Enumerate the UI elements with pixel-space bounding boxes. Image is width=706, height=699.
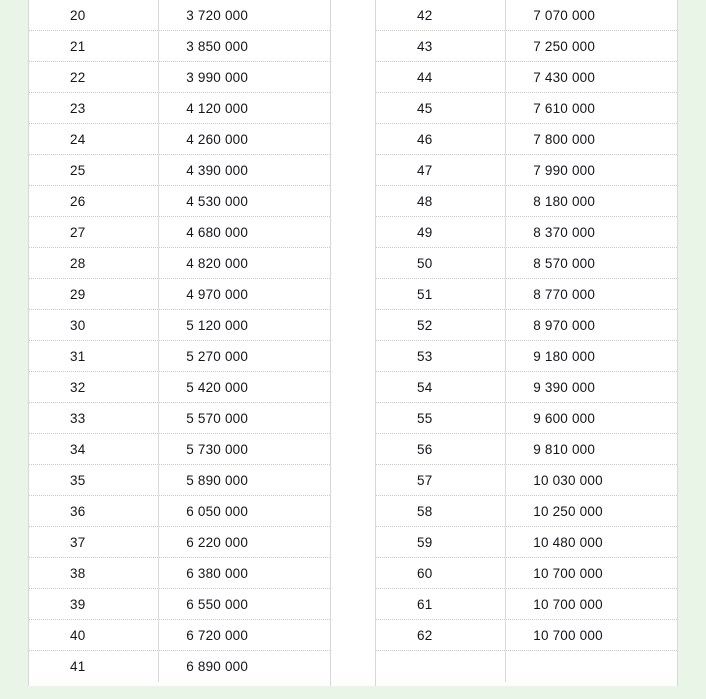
value-cell: 7 800 000 — [533, 131, 596, 147]
value-cell: 10 250 000 — [533, 503, 603, 519]
index-cell: 56 — [376, 434, 506, 464]
table-row[interactable] — [29, 0, 330, 31]
table-row[interactable] — [29, 279, 330, 310]
table-row[interactable] — [376, 496, 677, 527]
table-row[interactable] — [376, 186, 677, 217]
index-cell: 48 — [376, 186, 506, 216]
value-cell: 4 680 000 — [186, 224, 249, 240]
value-cell: 7 070 000 — [533, 7, 596, 23]
index-cell: 34 — [29, 434, 159, 464]
value-cell: 7 250 000 — [533, 38, 596, 54]
table-row[interactable] — [29, 465, 330, 496]
index-cell: 26 — [29, 186, 159, 216]
index-cell: 52 — [376, 310, 506, 340]
index-cell: 28 — [29, 248, 159, 278]
value-cell: 4 260 000 — [186, 131, 249, 147]
table-row[interactable] — [29, 62, 330, 93]
table-row[interactable] — [29, 651, 330, 682]
table-row[interactable] — [29, 372, 330, 403]
table-row[interactable] — [29, 341, 330, 372]
value-cell: 9 810 000 — [533, 441, 596, 457]
index-cell: 59 — [376, 527, 506, 557]
value-cell: 3 850 000 — [186, 38, 249, 54]
index-cell: 51 — [376, 279, 506, 309]
table-row[interactable] — [376, 620, 677, 651]
value-cell: 10 030 000 — [533, 472, 603, 488]
value-cell: 9 180 000 — [533, 348, 596, 364]
index-cell: 29 — [29, 279, 159, 309]
index-cell: 37 — [29, 527, 159, 557]
table-row[interactable] — [29, 589, 330, 620]
index-cell: 42 — [376, 0, 506, 30]
value-cell: 4 120 000 — [186, 100, 249, 116]
table-row[interactable] — [29, 527, 330, 558]
table-row[interactable] — [376, 217, 677, 248]
table-row[interactable] — [376, 434, 677, 465]
index-cell: 58 — [376, 496, 506, 526]
index-cell: 20 — [29, 0, 159, 30]
value-cell: 5 420 000 — [186, 379, 249, 395]
table-row[interactable] — [29, 186, 330, 217]
index-cell: 61 — [376, 589, 506, 619]
index-cell: 46 — [376, 124, 506, 154]
index-cell: 23 — [29, 93, 159, 123]
value-cell: 5 730 000 — [186, 441, 249, 457]
value-cell: 6 720 000 — [186, 627, 249, 643]
value-cell: 6 220 000 — [186, 534, 249, 550]
value-cell: 4 970 000 — [186, 286, 249, 302]
index-cell: 57 — [376, 465, 506, 495]
table-row[interactable] — [29, 31, 330, 62]
table-sheet — [28, 0, 678, 686]
value-cell: 9 390 000 — [533, 379, 596, 395]
table-row[interactable] — [376, 341, 677, 372]
table-row[interactable] — [29, 93, 330, 124]
value-cell: 6 550 000 — [186, 596, 249, 612]
index-cell: 60 — [376, 558, 506, 588]
index-cell: 54 — [376, 372, 506, 402]
index-cell: 55 — [376, 403, 506, 433]
value-cell: 5 570 000 — [186, 410, 249, 426]
index-cell: 53 — [376, 341, 506, 371]
value-cell: 5 890 000 — [186, 472, 249, 488]
table-row[interactable] — [376, 372, 677, 403]
table-row[interactable] — [29, 310, 330, 341]
index-cell: 32 — [29, 372, 159, 402]
value-cell: 10 700 000 — [533, 596, 603, 612]
table-row[interactable] — [376, 279, 677, 310]
table-row-empty — [376, 651, 677, 682]
index-cell: 35 — [29, 465, 159, 495]
index-cell: 21 — [29, 31, 159, 61]
table-row[interactable] — [29, 434, 330, 465]
value-cell: 10 700 000 — [533, 627, 603, 643]
value-cell: 6 890 000 — [186, 659, 249, 674]
index-cell: 33 — [29, 403, 159, 433]
table-row[interactable] — [376, 93, 677, 124]
value-cell: 4 820 000 — [186, 255, 249, 271]
page-bottom-margin — [0, 686, 706, 699]
table-row[interactable] — [29, 155, 330, 186]
value-cell: 8 180 000 — [533, 193, 596, 209]
value-cell: 8 970 000 — [533, 317, 596, 333]
index-cell: 30 — [29, 310, 159, 340]
table-row[interactable] — [376, 0, 677, 31]
index-cell: 22 — [29, 62, 159, 92]
index-cell: 39 — [29, 589, 159, 619]
index-cell: 27 — [29, 217, 159, 247]
table-row[interactable] — [29, 217, 330, 248]
left-table — [28, 0, 331, 686]
value-cell: 6 380 000 — [186, 565, 249, 581]
value-cell: 8 570 000 — [533, 255, 596, 271]
table-row[interactable] — [29, 403, 330, 434]
index-cell: 38 — [29, 558, 159, 588]
table-row[interactable] — [376, 465, 677, 496]
table-row[interactable] — [376, 62, 677, 93]
value-cell: 8 370 000 — [533, 224, 596, 240]
table-row[interactable] — [29, 248, 330, 279]
value-cell: 4 530 000 — [186, 193, 249, 209]
value-cell: 5 120 000 — [186, 317, 249, 333]
right-table — [375, 0, 678, 686]
index-cell: 44 — [376, 62, 506, 92]
index-cell: 43 — [376, 31, 506, 61]
index-cell — [376, 651, 506, 682]
value-cell: 3 990 000 — [186, 69, 249, 85]
index-cell: 49 — [376, 217, 506, 247]
index-cell: 41 — [29, 651, 159, 682]
value-cell: 7 430 000 — [533, 69, 596, 85]
table-row[interactable] — [376, 31, 677, 62]
table-row[interactable] — [29, 124, 330, 155]
index-cell: 24 — [29, 124, 159, 154]
table-row[interactable] — [376, 558, 677, 589]
table-row[interactable] — [376, 124, 677, 155]
table-row[interactable] — [29, 496, 330, 527]
value-cell: 7 990 000 — [533, 162, 596, 178]
value-cell: 10 480 000 — [533, 534, 603, 550]
index-cell: 62 — [376, 620, 506, 650]
index-cell: 45 — [376, 93, 506, 123]
index-cell: 47 — [376, 155, 506, 185]
value-cell: 6 050 000 — [186, 503, 249, 519]
table-row[interactable] — [376, 589, 677, 620]
value-cell: 3 720 000 — [186, 7, 249, 23]
value-cell: 10 700 000 — [533, 565, 603, 581]
table-row[interactable] — [376, 310, 677, 341]
index-cell: 31 — [29, 341, 159, 371]
value-cell: 8 770 000 — [533, 286, 596, 302]
value-cell — [506, 651, 677, 682]
index-cell: 36 — [29, 496, 159, 526]
value-cell: 5 270 000 — [186, 348, 249, 364]
table-row[interactable] — [376, 403, 677, 434]
table-row[interactable] — [376, 248, 677, 279]
index-cell: 50 — [376, 248, 506, 278]
table-row[interactable] — [376, 155, 677, 186]
value-cell: 4 390 000 — [186, 162, 249, 178]
table-row[interactable] — [29, 558, 330, 589]
index-cell: 40 — [29, 620, 159, 650]
table-row[interactable] — [29, 620, 330, 651]
index-cell: 25 — [29, 155, 159, 185]
value-cell: 9 600 000 — [533, 410, 596, 426]
table-row[interactable] — [376, 527, 677, 558]
value-cell: 7 610 000 — [533, 100, 596, 116]
